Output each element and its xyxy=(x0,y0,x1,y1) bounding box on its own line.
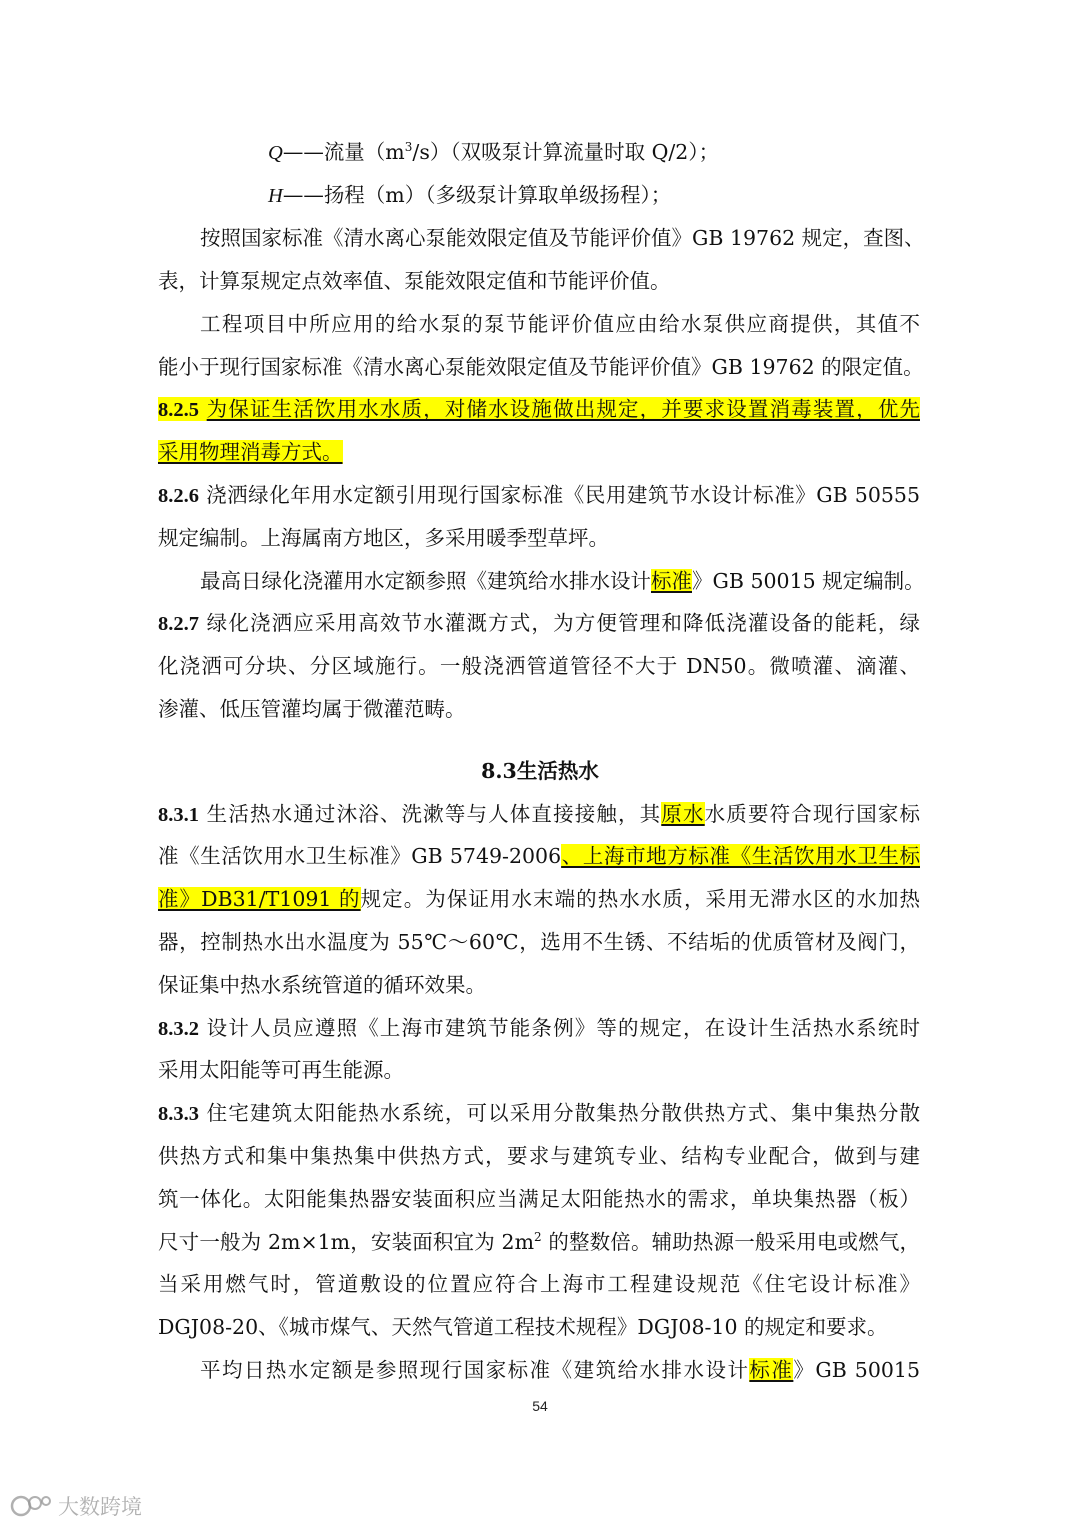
highlighted-text: 原水 xyxy=(661,802,705,826)
clause-8-3-1-line1: 8.3.1 生活热水通过沐浴、洗漱等与人体直接接触，其原水水质要符合现行国家标 xyxy=(158,802,921,826)
clause-number: 8.3.2 xyxy=(158,1018,199,1040)
paragraph-line: 平均日热水定额是参照现行国家标准《建筑给水排水设计标准》GB 50015 xyxy=(200,1358,921,1382)
variable-q-line: Q——流量$(m^3/s)$（双吸泵计算流量时取 Q/2）； xyxy=(268,140,720,164)
clause-8-3-2-line1: 8.3.2 设计人员应遵照《上海市建筑节能条例》等的规定，在设计生活热水系统时 xyxy=(158,1016,920,1040)
watermark xyxy=(10,1490,142,1522)
paragraph-line: 渗灌、低压管灌均属于微灌范畴。 xyxy=(158,697,466,721)
paragraph-line: 尺寸一般为 2m×1m，安装面积宜为 $2m^2$ 的整数倍。辅助热源一般采用电或燃气， xyxy=(158,1230,921,1254)
clause-8-2-5-line1: 8.2.5 为保证生活饮用水水质，对储水设施做出规定，并要求设置消毒装置，优先 xyxy=(158,397,920,421)
paragraph-line: DGJ08-20、《城市煤气、天然气管道工程技术规程》DGJ08-10 的规定和要求。 xyxy=(158,1315,888,1339)
paragraph-line: 按照国家标准《清水离心泵能效限定值及节能评价值》GB 19762 规定，查图、 xyxy=(200,226,925,250)
paragraph-line: 保证集中热水系统管道的循环效果。 xyxy=(158,973,486,997)
highlighted-text: 准》DB31/T1091 的 xyxy=(158,887,361,911)
clause-number: 8.3.3 xyxy=(158,1103,199,1125)
paragraph-line: 供热方式和集中集热集中供热方式，要求与建筑专业、结构专业配合，做到与建 xyxy=(158,1144,920,1168)
paragraph-line: 表，计算泵规定点效率值、泵能效限定值和节能评价值。 xyxy=(158,269,671,293)
clause-8-3-3-line1: 8.3.3 住宅建筑太阳能热水系统，可以采用分散集热分散供热方式、集中集热分散 xyxy=(158,1101,920,1125)
clause-number: 8.2.5 xyxy=(158,399,199,421)
paragraph-line: 能小于现行国家标准《清水离心泵能效限定值及节能评价值》GB 19762 的限定值。 xyxy=(158,355,924,379)
highlighted-text: 标准 xyxy=(749,1358,794,1382)
watermark-text: 大数跨境 xyxy=(58,1495,142,1519)
paragraph-line: 规定编制。上海属南方地区，多采用暖季型草坪。 xyxy=(158,526,609,550)
highlighted-text: 、上海市地方标准《生活饮用水卫生标 xyxy=(561,844,920,868)
variable-h-line: H——扬程（m）（多级泵计算取单级扬程）； xyxy=(268,183,672,207)
clause-8-2-6-line1: 8.2.6 浇洒绿化年用水定额引用现行国家标准《民用建筑节水设计标准》GB 50555 xyxy=(158,483,920,507)
paragraph-line: 准《生活饮用水卫生标准》GB 5749-2006、上海市地方标准《生活饮用水卫生标 xyxy=(158,844,920,868)
watermark-logo-icon xyxy=(10,1492,54,1520)
paragraph-line: 准》DB31/T1091 的规定。为保证用水末端的热水水质，采用无滞水区的水加热 xyxy=(158,887,921,911)
paragraph-line: 采用太阳能等可再生能源。 xyxy=(158,1058,404,1082)
paragraph-line: 化浇洒可分块、分区域施行。一般浇洒管道管径不大于 DN50。微喷灌、滴灌、 xyxy=(158,654,920,678)
highlighted-text: 标准 xyxy=(651,569,692,593)
var-symbol: Q xyxy=(268,142,283,164)
var-symbol: H xyxy=(268,185,283,207)
paragraph-line: 筑一体化。太阳能集热器安装面积应当满足太阳能热水的需求，单块集热器（板） xyxy=(158,1187,920,1211)
clause-8-2-5-line2: 采用物理消毒方式。 xyxy=(158,440,343,464)
clause-number: 8.2.6 xyxy=(158,485,199,507)
section-heading: 8.3生活热水 xyxy=(481,759,599,783)
paragraph-line: 最高日绿化浇灌用水定额参照《建筑给水排水设计标准》GB 50015 规定编制。 xyxy=(200,569,925,593)
paragraph-line: 当采用燃气时，管道敷设的位置应符合上海市工程建设规范《住宅设计标准》 xyxy=(158,1272,920,1296)
clause-number: 8.3.1 xyxy=(158,804,199,826)
paragraph-line: 器，控制热水出水温度为 55℃～60℃，选用不生锈、不结垢的优质管材及阀门， xyxy=(158,930,920,954)
page-number: 54 xyxy=(532,1398,548,1414)
paragraph-line: 工程项目中所应用的给水泵的泵节能评价值应由给水泵供应商提供，其值不 xyxy=(200,312,920,336)
clause-8-2-7-line1: 8.2.7 绿化浇洒应采用高效节水灌溉方式，为方便管理和降低浇灌设备的能耗，绿 xyxy=(158,611,920,635)
clause-number: 8.2.7 xyxy=(158,613,199,635)
